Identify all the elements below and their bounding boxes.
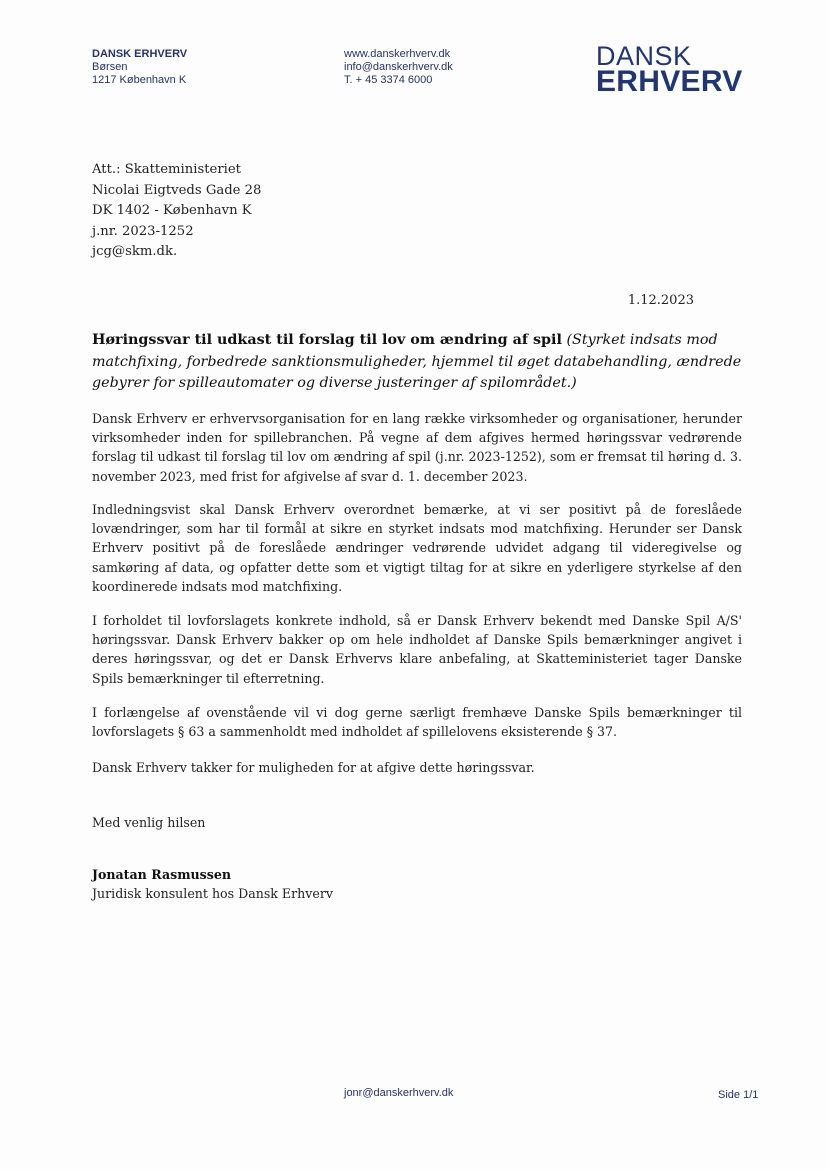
subject-title: Høringssvar til udkast til forslag til lov om ændring af spil (92, 332, 562, 348)
footer-email-link[interactable]: jonr@danskerhverv.dk (344, 1087, 454, 1099)
recipient-line1: Att.: Skatteministeriet (92, 162, 241, 177)
letter-date: 1.12.2023 (627, 293, 694, 308)
sender-org-name: DANSK ERHVERV (92, 48, 188, 60)
closing-greeting: Med venlig hilsen (92, 815, 206, 830)
phone-number: T. + 45 3374 6000 (344, 74, 433, 86)
sender-contact (344, 48, 453, 87)
website-link[interactable]: www.danskerhverv.dk (344, 48, 451, 60)
dansk-erhverv-logo (596, 41, 743, 98)
body-paragraph-1: Dansk Erhverv er erhvervsorganisation for en lang række virksomheder og organisationer, herunder virksomheder inden for spillebranchen. På vegne af dem afgives hermed høringssvar vedrørende forslag til udkast til forslag til lov om ændring af spil (j.nr. 2023-1252), som er fremsat til høring d. 3. november 2023, med frist for afgivelse af svar d. 1. december 2023. (92, 411, 742, 484)
recipient-line5: jcg@skm.dk. (92, 244, 178, 259)
sender-address (92, 48, 187, 87)
email-link[interactable]: info@danskerhverv.dk (344, 61, 453, 73)
logo-line1: DANSK (596, 41, 692, 71)
body-paragraph-2: Indledningsvist skal Dansk Erhverv overordnet bemærke, at vi ser positivt på de foreslåede lovændringer, som har til formål at sikre en styrket indsats mod matchfixing. Herunder ser Dansk Erhverv positivt på de foreslåede ændringer vedrørende udvidet adgang til videregivelse og samkøring af data, og opfatter dette som et vigtigt tiltag for at sikre en yderligere styrkelse af den koordinerede indsats mod matchfixing. (92, 502, 742, 594)
sender-address-line2: 1217 København K (92, 74, 187, 86)
sender-address-line1: Børsen (92, 61, 128, 73)
signer-title: Juridisk konsulent hos Dansk Erhverv (92, 886, 333, 901)
body-paragraph-4: I forlængelse af ovenstående vil vi dog gerne særligt fremhæve Danske Spils bemærkninger til lovforslagets § 63 a sammenholdt med indholdet af spillelovens eksisterende § 37. (92, 705, 742, 740)
recipient-address (92, 160, 261, 263)
logo-line2: ERHVERV (596, 65, 743, 98)
body-paragraph-5: Dansk Erhverv takker for muligheden for at afgive dette høringssvar. (92, 760, 535, 775)
signer-name: Jonatan Rasmussen (92, 867, 232, 882)
body-paragraph-3: I forholdet til lovforslagets konkrete indhold, så er Dansk Erhverv bekendt med Danske Spil A/S' høringssvar. Dansk Erhverv bakker op om hele indholdet af Danske Spils bemærkninger angivet i deres høringssvar, og det er Dansk Erhvervs klare anbefaling, at Skatteministeriet tager Danske Spils bemærkninger til efterretning. (92, 613, 742, 686)
recipient-line2: Nicolai Eigtveds Gade 28 (92, 182, 262, 198)
recipient-line3: DK 1402 - København K (92, 203, 252, 218)
letter-subject (92, 330, 742, 395)
page-number: Side 1/1 (718, 1089, 759, 1101)
subject-description: (Styrket indsats mod matchfixing, forbedrede sanktionsmuligheder, hjemmel til øget databehandling, ændrede gebyrer for spilleautomater og diverse justeringer af spilområdet.) (92, 332, 742, 391)
recipient-line4: j.nr. 2023-1252 (92, 223, 194, 239)
